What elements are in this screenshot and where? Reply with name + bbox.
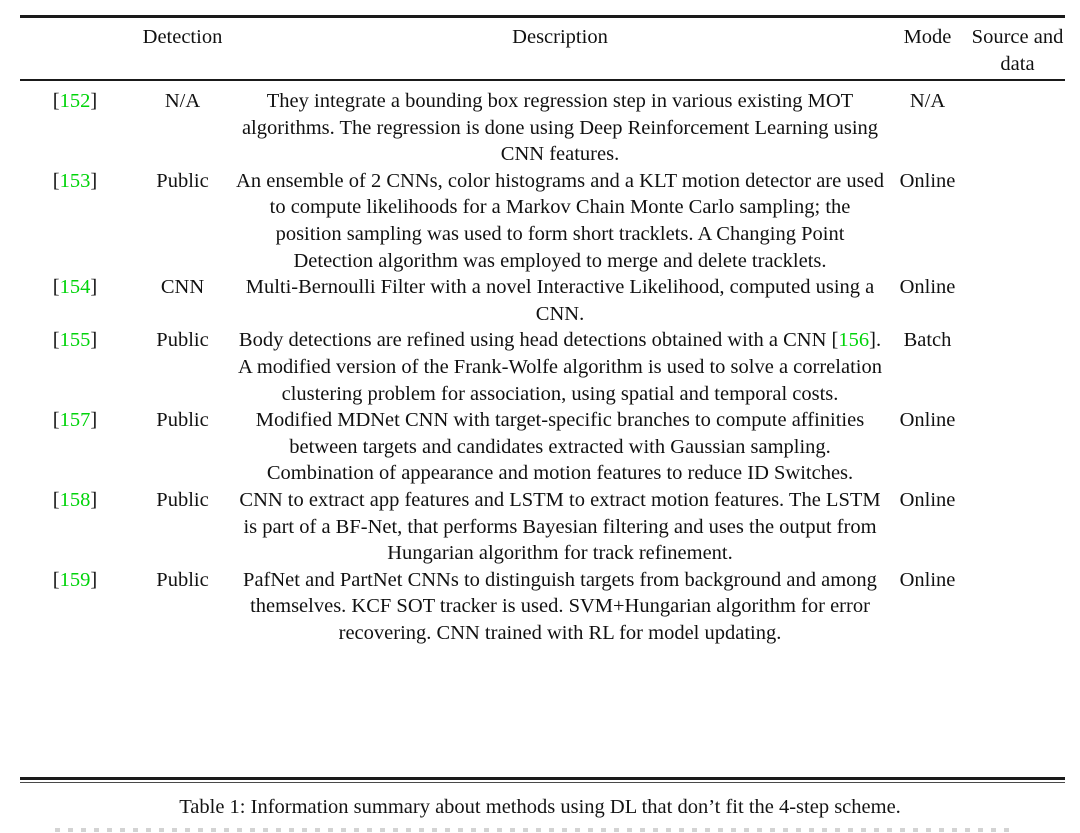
description-cell: They integrate a bounding box regression step in various existing MOT algorithms. The regression is done using Deep Reinforcement Learning using CNN features. xyxy=(241,90,879,166)
reference-cell: [157] xyxy=(52,409,98,432)
mode-cell: Online xyxy=(899,568,956,591)
table-top-rule xyxy=(20,15,1065,18)
table-row xyxy=(20,407,1065,487)
table-row xyxy=(20,274,1065,327)
detection-cell: Public xyxy=(156,169,209,192)
header-detection: Detection xyxy=(142,26,223,48)
description-cell: Multi-Bernoulli Filter with a novel Interactive Likelihood, computed using a CNN. xyxy=(245,276,875,325)
table-header-rule xyxy=(20,79,1065,81)
citation-link[interactable]: 152 xyxy=(59,90,91,112)
table-header-row xyxy=(20,24,1065,77)
citation-link[interactable]: 155 xyxy=(59,329,91,352)
detection-cell: Public xyxy=(156,329,209,352)
citation-link[interactable]: 154 xyxy=(59,276,91,299)
header-source-and-data: Source and data xyxy=(971,26,1064,75)
table-row xyxy=(20,487,1065,567)
reference-cell: [154] xyxy=(52,276,98,299)
description-cell: An ensemble of 2 CNNs, color histograms and a KLT motion detector are used to compute likelihoods for a Markov Chain Monte Carlo sampling; the position sampling was used to form short tracklets. A Changing Point Detection algorithm was employed to merge and delete tracklets. xyxy=(236,169,884,272)
detection-cell: N/A xyxy=(164,90,201,112)
description-cell: CNN to extract app features and LSTM to extract motion features. The LSTM is part of a BF-Net, that performs Bayesian filtering and uses the output from Hungarian algorithm for track refinement. xyxy=(239,488,881,565)
citation-link[interactable]: 158 xyxy=(59,488,91,511)
description-cell: Modified MDNet CNN with target-specific branches to compute affinities between targets and candidates extracted with Gaussian sampling. Combination of appearance and motion features to reduce ID Switches. xyxy=(255,409,865,485)
table-row xyxy=(20,327,1065,407)
mode-cell: Batch xyxy=(903,329,952,352)
table-bottom-rule-2 xyxy=(20,782,1065,783)
mode-cell: Online xyxy=(899,169,956,192)
reference-cell: [158] xyxy=(52,488,98,511)
citation-link[interactable]: 159 xyxy=(59,568,91,591)
citation-link[interactable]: 157 xyxy=(59,409,91,432)
table-row xyxy=(20,567,1065,647)
detection-cell: Public xyxy=(156,568,209,591)
mode-cell: Online xyxy=(899,409,956,432)
table-caption: Table 1: Information summary about methods using DL that don’t fit the 4-step scheme. xyxy=(179,796,901,818)
detection-cell: Public xyxy=(156,409,209,432)
description-cell: PafNet and PartNet CNNs to distinguish targets from background and among themselves. KCF SOT tracker is used. SVM+Hungarian algorithm for error recovering. CNN trained with RL for model updating. xyxy=(243,568,877,644)
reference-cell: [159] xyxy=(52,568,98,591)
citation-link[interactable]: 153 xyxy=(59,169,91,192)
detection-cell: Public xyxy=(156,488,209,511)
reference-cell: [152] xyxy=(52,90,98,112)
mode-cell: Online xyxy=(899,276,956,299)
cropped-text-artifact xyxy=(55,828,1015,832)
mode-cell: Online xyxy=(899,488,956,511)
reference-cell: [153] xyxy=(52,169,98,192)
header-description: Description xyxy=(512,26,608,48)
inline-citation-link[interactable]: 156 xyxy=(838,329,870,352)
table-bottom-rule xyxy=(20,777,1065,780)
description-cell: Body detections are refined using head detections obtained with a CNN [156]. A modified version of the Frank-Wolfe algorithm is used to solve a correlation clustering problem for association, using spatial and temporal costs. xyxy=(238,329,882,405)
table-body xyxy=(20,88,1065,646)
table-row xyxy=(20,168,1065,274)
header-mode: Mode xyxy=(903,26,952,48)
reference-cell: [155] xyxy=(52,329,98,352)
detection-cell: CNN xyxy=(160,276,205,299)
mode-cell: N/A xyxy=(909,90,946,112)
table-row xyxy=(20,88,1065,168)
